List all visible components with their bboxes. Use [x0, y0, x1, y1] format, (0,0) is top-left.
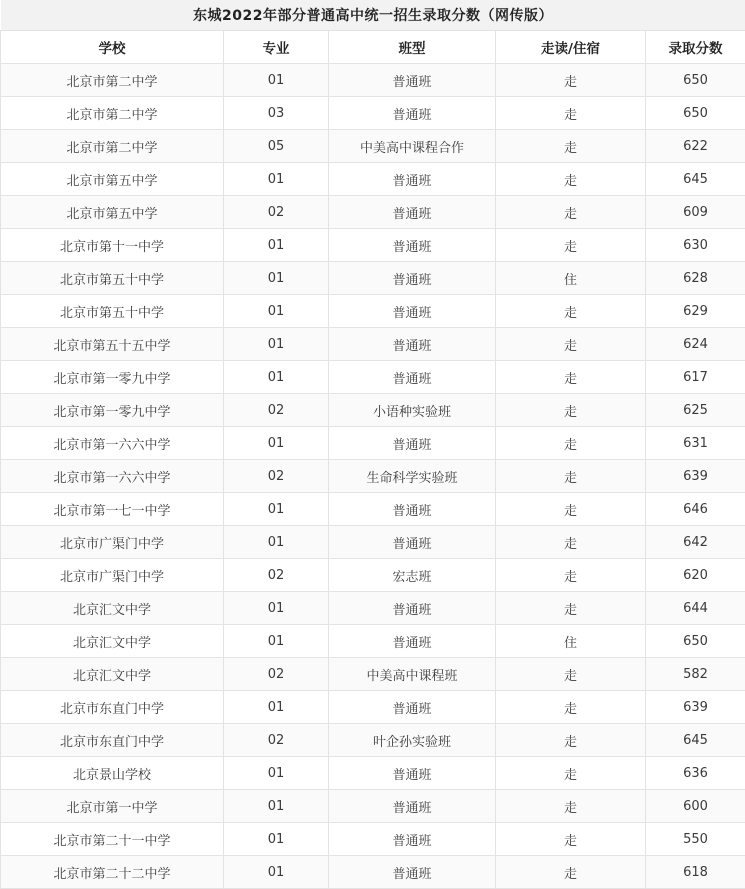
cell-major: 02 [224, 658, 329, 691]
cell-score: 617 [646, 361, 745, 394]
cell-score: 644 [646, 592, 745, 625]
table-row [1, 724, 745, 757]
cell-school: 北京市第十一中学 [1, 229, 224, 262]
cell-class-type: 叶企孙实验班 [329, 724, 496, 757]
cell-boarding: 走 [496, 394, 646, 427]
cell-class-type: 普通班 [329, 757, 496, 790]
cell-school: 北京市第一六六中学 [1, 460, 224, 493]
cell-major: 01 [224, 526, 329, 559]
cell-score: 624 [646, 328, 745, 361]
cell-school: 北京汇文中学 [1, 658, 224, 691]
cell-boarding: 走 [496, 427, 646, 460]
cell-score: 650 [646, 64, 745, 97]
cell-boarding: 走 [496, 460, 646, 493]
table-row [1, 691, 745, 724]
cell-class-type: 普通班 [329, 229, 496, 262]
cell-major: 01 [224, 823, 329, 856]
cell-class-type: 普通班 [329, 856, 496, 889]
cell-class-type: 普通班 [329, 97, 496, 130]
table-row [1, 823, 745, 856]
cell-major: 02 [224, 196, 329, 229]
table-row [1, 559, 745, 592]
cell-score: 639 [646, 460, 745, 493]
table-row [1, 757, 745, 790]
cell-boarding: 走 [496, 229, 646, 262]
cell-boarding: 走 [496, 823, 646, 856]
cell-score: 629 [646, 295, 745, 328]
cell-boarding: 走 [496, 724, 646, 757]
cell-school: 北京市第五中学 [1, 163, 224, 196]
table-row [1, 163, 745, 196]
table-row [1, 625, 745, 658]
cell-score: 636 [646, 757, 745, 790]
cell-class-type: 生命科学实验班 [329, 460, 496, 493]
cell-class-type: 普通班 [329, 493, 496, 526]
cell-score: 628 [646, 262, 745, 295]
cell-school: 北京景山学校 [1, 757, 224, 790]
cell-boarding: 走 [496, 130, 646, 163]
cell-boarding: 走 [496, 526, 646, 559]
cell-school: 北京市第一零九中学 [1, 361, 224, 394]
cell-class-type: 普通班 [329, 427, 496, 460]
cell-boarding: 住 [496, 262, 646, 295]
cell-score: 642 [646, 526, 745, 559]
column-header-boarding: 走读/住宿 [496, 31, 646, 64]
cell-boarding: 走 [496, 361, 646, 394]
cell-class-type: 小语种实验班 [329, 394, 496, 427]
cell-class-type: 普通班 [329, 790, 496, 823]
cell-score: 646 [646, 493, 745, 526]
cell-class-type: 中美高中课程合作 [329, 130, 496, 163]
cell-school: 北京市第一零九中学 [1, 394, 224, 427]
cell-major: 02 [224, 559, 329, 592]
table-title-row [1, 0, 745, 31]
cell-major: 03 [224, 97, 329, 130]
cell-school: 北京市东直门中学 [1, 724, 224, 757]
cell-boarding: 走 [496, 856, 646, 889]
cell-school: 北京市第二中学 [1, 130, 224, 163]
cell-score: 600 [646, 790, 745, 823]
cell-major: 02 [224, 724, 329, 757]
cell-boarding: 走 [496, 658, 646, 691]
cell-major: 01 [224, 427, 329, 460]
cell-class-type: 普通班 [329, 295, 496, 328]
cell-class-type: 普通班 [329, 691, 496, 724]
cell-school: 北京市第二中学 [1, 97, 224, 130]
cell-major: 01 [224, 592, 329, 625]
cell-class-type: 普通班 [329, 328, 496, 361]
cell-school: 北京市广渠门中学 [1, 526, 224, 559]
cell-major: 05 [224, 130, 329, 163]
cell-school: 北京市第一中学 [1, 790, 224, 823]
cell-score: 650 [646, 625, 745, 658]
table-row [1, 262, 745, 295]
table-row [1, 361, 745, 394]
cell-major: 01 [224, 691, 329, 724]
cell-major: 01 [224, 625, 329, 658]
cell-school: 北京市第一六六中学 [1, 427, 224, 460]
cell-class-type: 普通班 [329, 526, 496, 559]
cell-boarding: 走 [496, 328, 646, 361]
cell-boarding: 走 [496, 295, 646, 328]
cell-school: 北京市第五中学 [1, 196, 224, 229]
cell-class-type: 普通班 [329, 625, 496, 658]
cell-boarding: 走 [496, 493, 646, 526]
cell-school: 北京汇文中学 [1, 592, 224, 625]
table-row [1, 196, 745, 229]
cell-class-type: 中美高中课程班 [329, 658, 496, 691]
cell-major: 01 [224, 64, 329, 97]
cell-class-type: 普通班 [329, 361, 496, 394]
table-header-row [1, 31, 745, 64]
table-row [1, 295, 745, 328]
table-row [1, 493, 745, 526]
cell-class-type: 宏志班 [329, 559, 496, 592]
cell-boarding: 走 [496, 592, 646, 625]
table-row [1, 526, 745, 559]
cell-class-type: 普通班 [329, 163, 496, 196]
column-header-class-type: 班型 [329, 31, 496, 64]
cell-school: 北京市广渠门中学 [1, 559, 224, 592]
table-row [1, 460, 745, 493]
cell-score: 550 [646, 823, 745, 856]
cell-school: 北京市第二中学 [1, 64, 224, 97]
cell-score: 622 [646, 130, 745, 163]
table-row [1, 592, 745, 625]
cell-score: 631 [646, 427, 745, 460]
cell-school: 北京市东直门中学 [1, 691, 224, 724]
cell-major: 01 [224, 790, 329, 823]
table-row [1, 427, 745, 460]
cell-class-type: 普通班 [329, 64, 496, 97]
cell-score: 650 [646, 97, 745, 130]
cell-score: 645 [646, 163, 745, 196]
cell-school: 北京市第一七一中学 [1, 493, 224, 526]
table-row [1, 229, 745, 262]
table-title: 东城2022年部分普通高中统一招生录取分数（网传版） [1, 0, 745, 31]
table-row [1, 130, 745, 163]
column-header-major: 专业 [224, 31, 329, 64]
cell-boarding: 走 [496, 163, 646, 196]
cell-boarding: 走 [496, 790, 646, 823]
cell-score: 582 [646, 658, 745, 691]
cell-score: 639 [646, 691, 745, 724]
cell-school: 北京市第五十中学 [1, 262, 224, 295]
table-row [1, 790, 745, 823]
cell-major: 02 [224, 460, 329, 493]
cell-boarding: 走 [496, 559, 646, 592]
cell-score: 630 [646, 229, 745, 262]
cell-major: 01 [224, 229, 329, 262]
column-header-school: 学校 [1, 31, 224, 64]
cell-boarding: 住 [496, 625, 646, 658]
cell-boarding: 走 [496, 691, 646, 724]
cell-score: 625 [646, 394, 745, 427]
cell-boarding: 走 [496, 757, 646, 790]
table-row [1, 328, 745, 361]
table-row [1, 97, 745, 130]
cell-major: 01 [224, 262, 329, 295]
table-row [1, 64, 745, 97]
cell-school: 北京市第五十五中学 [1, 328, 224, 361]
cell-score: 620 [646, 559, 745, 592]
cell-major: 02 [224, 394, 329, 427]
cell-class-type: 普通班 [329, 592, 496, 625]
cell-major: 01 [224, 163, 329, 196]
cell-school: 北京市第二十一中学 [1, 823, 224, 856]
cell-major: 01 [224, 757, 329, 790]
cell-boarding: 走 [496, 196, 646, 229]
cell-major: 01 [224, 493, 329, 526]
cell-major: 01 [224, 295, 329, 328]
table-row [1, 856, 745, 889]
column-header-score: 录取分数 [646, 31, 745, 64]
cell-score: 618 [646, 856, 745, 889]
cell-major: 01 [224, 328, 329, 361]
cell-school: 北京市第五十中学 [1, 295, 224, 328]
cell-class-type: 普通班 [329, 262, 496, 295]
cell-major: 01 [224, 856, 329, 889]
cell-boarding: 走 [496, 64, 646, 97]
cell-class-type: 普通班 [329, 196, 496, 229]
cell-school: 北京汇文中学 [1, 625, 224, 658]
cell-boarding: 走 [496, 97, 646, 130]
cell-class-type: 普通班 [329, 823, 496, 856]
table-row [1, 394, 745, 427]
cell-school: 北京市第二十二中学 [1, 856, 224, 889]
table-row [1, 658, 745, 691]
cell-score: 609 [646, 196, 745, 229]
cell-score: 645 [646, 724, 745, 757]
cell-major: 01 [224, 361, 329, 394]
